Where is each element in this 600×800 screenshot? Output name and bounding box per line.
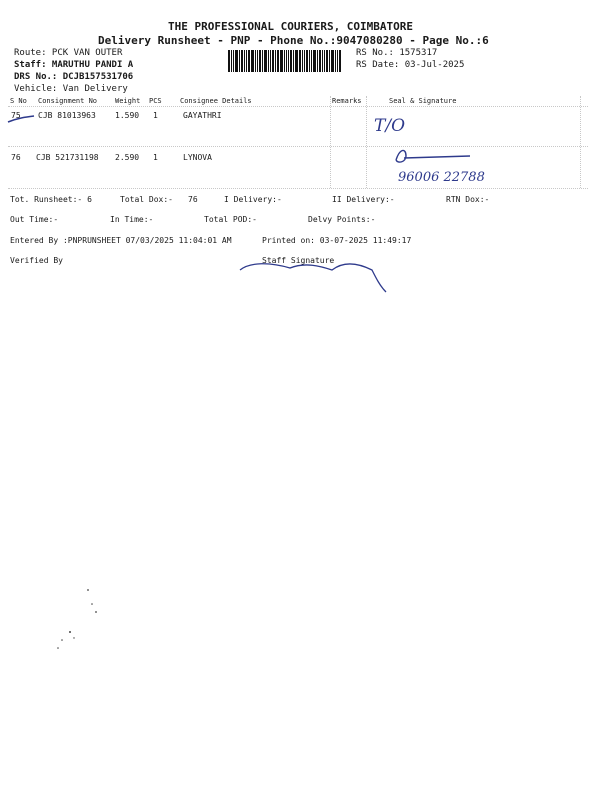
rs-no-label: RS No.: 1575317 — [356, 48, 438, 58]
col-header-consignee: Consignee Details — [180, 97, 252, 105]
in-time: In Time:- — [110, 215, 154, 224]
vehicle-label: Vehicle: Van Delivery — [14, 84, 128, 94]
drs-label: DRS No.: DCJB157531706 — [14, 72, 134, 82]
table-row-sno: 76 — [11, 153, 21, 162]
table-row-consignment: CJB 521731198 — [36, 153, 99, 162]
col-header-seal: Seal & Signature — [389, 97, 457, 105]
rs-date-label: RS Date: 03-Jul-2025 — [356, 60, 465, 70]
entered-by: Entered By :PNPRUNSHEET 07/03/2025 11:04:01 AM — [10, 236, 232, 245]
table-row-consignee: LYNOVA — [183, 153, 212, 162]
printed-on: Printed on: 03-07-2025 11:49:17 — [262, 236, 412, 245]
pen-underline-mark — [8, 116, 34, 122]
table-row-consignee: GAYATHRI — [183, 111, 222, 120]
total-dox-label: Total Dox:- — [120, 195, 173, 204]
table-row-pcs: 1 — [153, 111, 158, 120]
total-dox-value: 76 — [188, 195, 198, 204]
verified-by: Verified By — [10, 256, 63, 265]
i-delivery: I Delivery:- — [224, 195, 282, 204]
table-row-pcs: 1 — [153, 153, 158, 162]
rtn-dox: RTN Dox:- — [446, 195, 490, 204]
staff-signature-label: Staff Signature — [262, 256, 335, 265]
delvy-points: Delvy Points:- — [308, 215, 376, 224]
col-header-consignment: Consignment No — [38, 97, 98, 105]
tot-runsheet: Tot. Runsheet:- 6 — [10, 195, 92, 204]
ii-delivery: II Delivery:- — [332, 195, 395, 204]
handwritten-phone-number: 96006 22788 — [398, 170, 485, 185]
handwritten-remark: T/O — [374, 116, 406, 136]
col-header-weight: Weight — [115, 97, 141, 105]
table-row-sno: 75 — [11, 111, 21, 120]
table-row-weight: 2.590 — [115, 153, 140, 162]
route-label: Route: PCK VAN OUTER — [14, 48, 123, 58]
col-header-pcs: PCS — [149, 97, 162, 105]
staff-signature-scribble — [240, 264, 386, 292]
out-time: Out Time:- — [10, 215, 59, 224]
table-row-weight: 1.590 — [115, 111, 140, 120]
total-pod: Total POD:- — [204, 215, 257, 224]
scan-specks — [50, 580, 110, 660]
table-row-consignment: CJB 81013963 — [38, 111, 96, 120]
staff-label: Staff: MARUTHU PANDI A — [14, 60, 134, 70]
col-header-remarks: Remarks — [332, 97, 362, 105]
company-title: THE PROFESSIONAL COURIERS, COIMBATORE — [168, 20, 414, 33]
runsheet-subtitle: Delivery Runsheet - PNP - Phone No.:9047080280 - Page No.:6 — [98, 34, 489, 47]
delivery-signature-scribble — [396, 150, 470, 162]
col-header-sno: S No — [10, 97, 27, 105]
